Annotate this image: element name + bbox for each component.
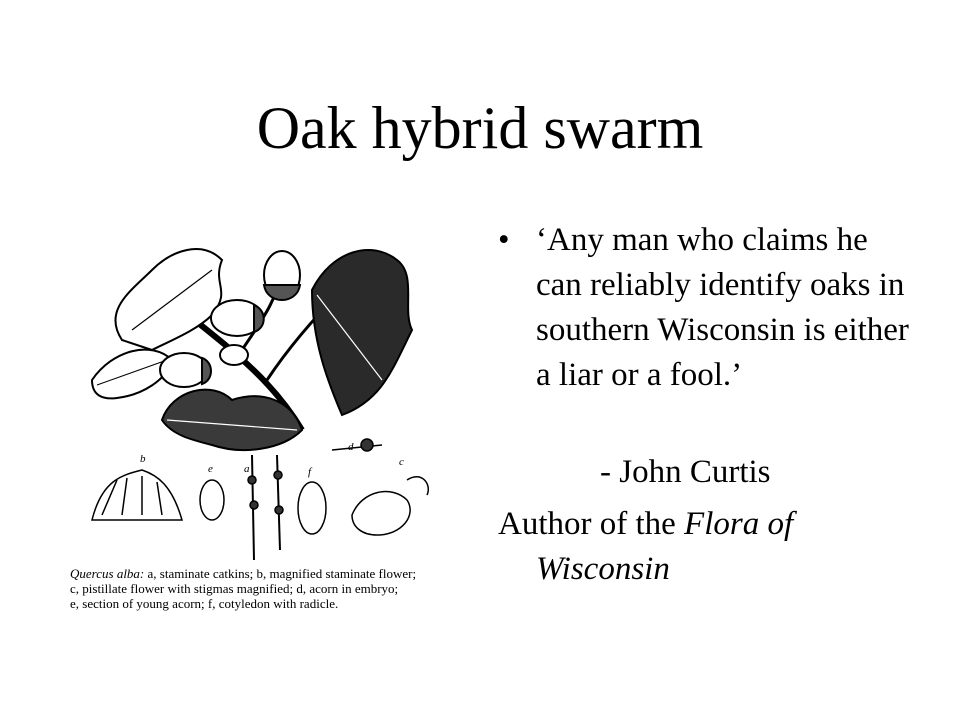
quote-attribution: - John Curtis — [600, 454, 771, 490]
figure-label-d: d — [348, 441, 354, 453]
oak-illustration — [62, 230, 482, 620]
caption-line1: a, staminate catkins; b, magnified staminate flower; — [144, 566, 417, 581]
bullet-icon: • — [498, 222, 510, 258]
quote-text: ‘Any man who claims he can reliably identify oaks in southern Wisconsin is either a liar or a fool.’ — [536, 222, 909, 393]
figure-label-c: c — [399, 456, 404, 468]
caption-species: Quercus alba: — [70, 566, 145, 581]
oak-leaf-drawing — [92, 249, 412, 450]
caption-line3: e, section of young acorn; f, cotyledon with radicle. — [70, 596, 339, 611]
figure-label-f: f — [308, 466, 312, 478]
figure-label-b: b — [140, 453, 146, 465]
illustration-caption — [70, 566, 490, 611]
book-title-line1: Flora of — [684, 506, 794, 542]
caption-line2: c, pistillate flower with stigmas magnified; d, acorn in embryo; — [70, 581, 399, 596]
quote-bullet-item — [498, 218, 918, 398]
author-note — [498, 502, 918, 592]
figure-label-e: e — [208, 463, 213, 475]
book-title-line2: Wisconsin — [536, 551, 670, 587]
slide-title: Oak hybrid swarm — [256, 95, 704, 161]
author-prefix: Author of the — [498, 506, 685, 542]
figure-label-a: a — [244, 463, 250, 475]
